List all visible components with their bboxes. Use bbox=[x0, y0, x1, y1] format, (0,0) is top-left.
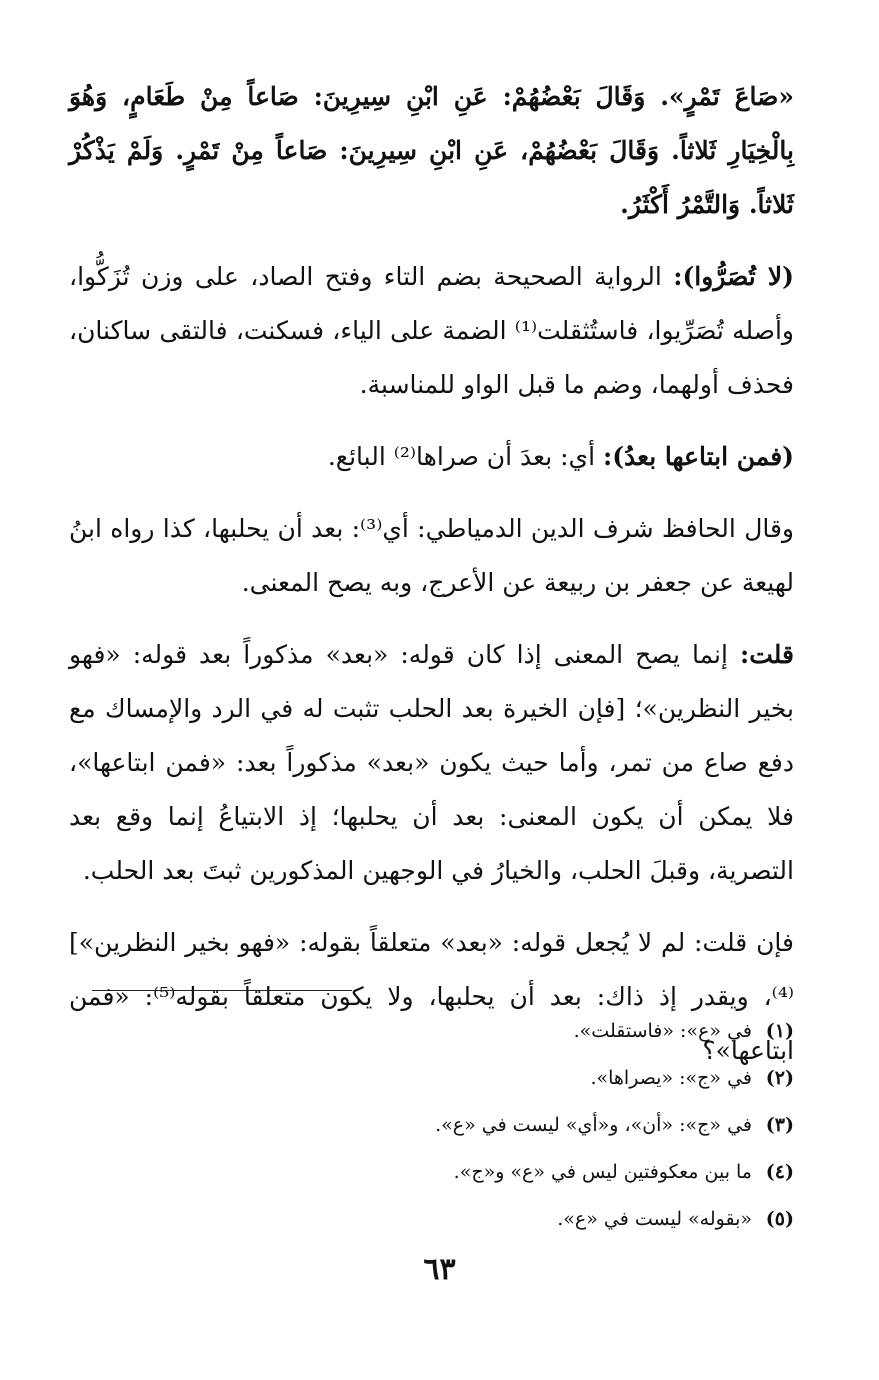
footnote-separator bbox=[92, 990, 352, 991]
main-text bbox=[69, 70, 794, 1096]
paragraph-text: وقال الحافظ شرف الدين الدمياطي: أي⁽³⁾: بعد أن يحلبها، كذا رواه ابنُ لهيعة عن جعفر بن ربيعة عن الأعرج، وبه يصح المعنى. bbox=[69, 514, 794, 597]
footnote-item bbox=[69, 1008, 794, 1055]
commentary-paragraph bbox=[69, 628, 794, 898]
commentary-paragraph bbox=[69, 502, 794, 610]
footnote-item bbox=[69, 1196, 794, 1243]
hadith-text: «صَاعَ تَمْرٍ». وَقَالَ بَعْضُهُمْ: عَنِ ابْنِ سِيرِينَ: صَاعاً مِنْ طَعَامٍ، وَهُوَ بِالْخِيَارِ ثَلاثاً. وَقَالَ بَعْضُهُمْ، عَنِ ابْنِ سِيرِينَ: صَاعاً مِنْ تَمْرٍ. وَلَمْ يَذْكُرْ ثَلاثاً. وَالتَّمْرُ أَكْثَرُ. bbox=[69, 82, 794, 219]
footnote-item bbox=[69, 1149, 794, 1196]
footnote-text: في «ج»: «أن»، و«أي» ليست في «ع». bbox=[435, 1114, 752, 1136]
commentary-paragraph bbox=[69, 250, 794, 412]
footnotes bbox=[69, 1008, 794, 1243]
footnote-text: «بقوله» ليست في «ع». bbox=[557, 1208, 752, 1230]
footnote-text: ما بين معكوفتين ليس في «ع» و«ج». bbox=[453, 1161, 752, 1183]
commentary-paragraph bbox=[69, 430, 794, 484]
footnote-item bbox=[69, 1102, 794, 1149]
footnote-number: (٣) bbox=[765, 1114, 794, 1136]
paragraph-text: الرواية الصحيحة بضم التاء وفتح الصاد، على وزن تُزَكُّوا، وأصله تُصَرِّيوا، فاستُثقلت⁽¹⁾ الضمة على الياء، فسكنت، فالتقى ساكنان، فحذف أولهما، وضم ما قبل الواو للمناسبة. bbox=[69, 262, 794, 399]
footnote-text: في «ج»: «يصراها». bbox=[590, 1067, 752, 1089]
footnote-number: (٥) bbox=[765, 1208, 794, 1230]
footnote-number: (٤) bbox=[765, 1161, 794, 1183]
paragraph-text: إنما يصح المعنى إذا كان قوله: «بعد» مذكوراً بعد قوله: «فهو بخير النظرين»؛ [فإن الخيرة بعد الحلب تثبت له في الرد والإمساك مع دفع صاع من تمر، وأما حيث يكون «بعد» مذكوراً بعد: «فمن ابتاعها»، فلا يمكن أن يكون المعنى: بعد أن يحلبها؛ إذ الابتياعُ إنما وقع بعد التصرية، وقبلَ الحلب، والخيارُ في الوجهين المذكورين ثبتَ بعد الحلب. bbox=[69, 640, 794, 885]
footnote-number: (١) bbox=[765, 1020, 794, 1042]
lemma-heading: (لا تُصَرُّوا): bbox=[673, 262, 794, 291]
footnote-number: (٢) bbox=[765, 1067, 794, 1089]
paragraph-text: أي: بعدَ أن صراها⁽²⁾ البائع. bbox=[327, 442, 603, 471]
lemma-heading: قلت: bbox=[739, 640, 794, 669]
page-number: ٦٣ bbox=[423, 1252, 456, 1287]
paragraph-text: فإن قلت: لم لا يُجعل قوله: «بعد» متعلقاً بقوله: «فهو بخير النظرين»]⁽⁴⁾، ويقدر إذ ذاك: بعد أن يحلبها، ولا يكون متعلقاً بقوله⁽⁵⁾: «فمن ابتاعها»؟ bbox=[69, 928, 794, 1065]
footnote-text: في «ع»: «فاستقلت». bbox=[573, 1020, 752, 1042]
footnote-item bbox=[69, 1055, 794, 1102]
lemma-heading: (فمن ابتاعها بعدُ): bbox=[603, 442, 794, 471]
